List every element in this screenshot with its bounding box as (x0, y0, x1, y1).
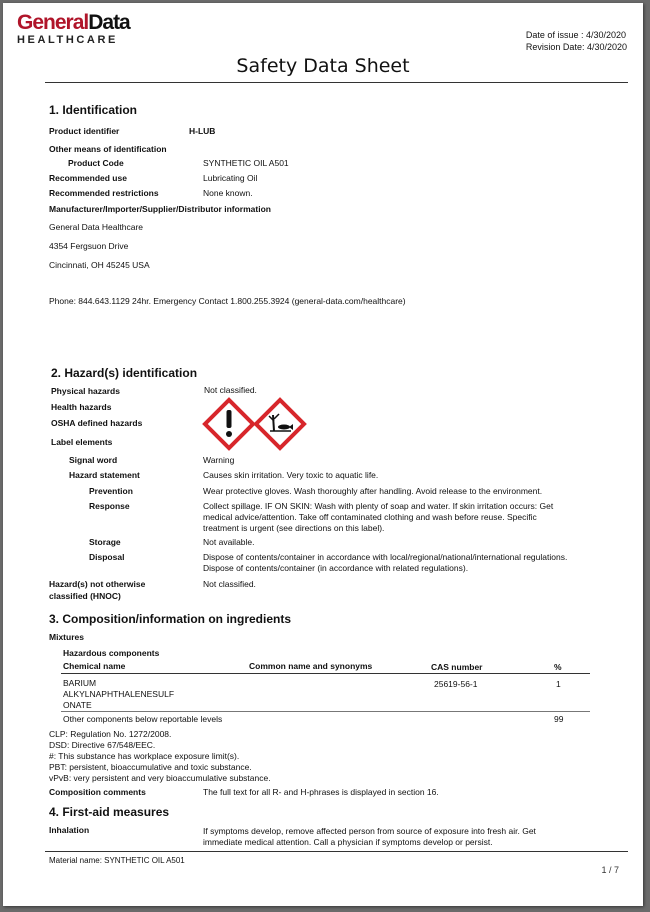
recommended-restrictions-value: None known. (203, 188, 253, 198)
response-label: Response (89, 501, 130, 511)
composition-comments-value: The full text for all R- and H-phrases is displayed in section 16. (203, 787, 439, 797)
company-city: Cincinnati, OH 45245 USA (49, 260, 150, 270)
disposal-line-1: Dispose of contents/container in accordance with local/regional/national/international regulations. (203, 552, 568, 562)
prevention-label: Prevention (89, 486, 133, 496)
product-code-value: SYNTHETIC OIL A501 (203, 158, 289, 168)
physical-hazards-label: Physical hazards (51, 386, 120, 396)
note-vpvb: vPvB: very persistent and very bioaccumulative substance. (49, 773, 271, 783)
issue-dates (526, 29, 627, 53)
product-identifier-value: H-LUB (189, 126, 216, 136)
section-2-heading: 2. Hazard(s) identification (51, 366, 198, 380)
column-percent: % (554, 662, 562, 672)
signal-word-label: Signal word (69, 455, 118, 465)
inhalation-line-1: If symptoms develop, remove affected person from source of exposure into fresh air. Get (203, 826, 536, 836)
product-identifier-label: Product identifier (49, 126, 120, 136)
health-hazards-label: Health hazards (51, 402, 112, 412)
storage-label: Storage (89, 537, 121, 547)
company-name: General Data Healthcare (49, 222, 144, 232)
manufacturer-label: Manufacturer/Importer/Supplier/Distributor information (49, 204, 271, 214)
hnoc-label-line-1: Hazard(s) not otherwise (49, 579, 146, 589)
hnoc-label-line-2: classified (HNOC) (49, 591, 121, 601)
other-components-label: Other components below reportable levels (63, 714, 223, 724)
footer-material-name: Material name: SYNTHETIC OIL A501 (49, 856, 185, 865)
recommended-restrictions-label: Recommended restrictions (49, 188, 159, 198)
column-cas-number: CAS number (431, 662, 483, 672)
recommended-use-value: Lubricating Oil (203, 173, 258, 183)
emergency-phone: Phone: 844.643.1129 24hr. Emergency Contact 1.800.255.3924 (general-data.com/healthcare) (49, 296, 406, 306)
revision-date: Revision Date: 4/30/2020 (525, 42, 627, 52)
company-logo (17, 12, 130, 46)
exclamation-mark-pictogram-icon (202, 397, 256, 451)
logo-subtitle: HEALTHCARE (17, 34, 118, 46)
table-row-divider (61, 711, 590, 712)
prevention-value: Wear protective gloves. Wash thoroughly after handling. Avoid release to the environment. (203, 486, 543, 496)
note-dsd: DSD: Directive 67/548/EEC. (49, 740, 156, 750)
note-pbt: PBT: persistent, bioaccumulative and toxic substance. (49, 762, 252, 772)
table-header-divider (61, 673, 590, 674)
other-means-label: Other means of identification (49, 144, 167, 154)
disposal-label: Disposal (89, 552, 125, 562)
logo-brand-a: General (17, 11, 89, 34)
response-line-1: Collect spillage. IF ON SKIN: Wash with plenty of soap and water. If skin irritation occurs: Get (203, 501, 554, 511)
product-code-label: Product Code (68, 158, 124, 168)
label-elements-label: Label elements (51, 437, 113, 447)
cas-number-value: 25619-56-1 (434, 679, 478, 689)
sds-page (3, 3, 643, 906)
hazardous-components-label: Hazardous components (63, 648, 160, 658)
section-1-heading: 1. Identification (49, 103, 138, 117)
response-line-3: treatment is urgent (see directions on this label). (203, 523, 385, 533)
other-components-percent: 99 (554, 714, 564, 724)
physical-hazards-value: Not classified. (204, 385, 257, 395)
environment-pictogram-icon (253, 397, 307, 451)
chemical-name-line-3: ONATE (63, 700, 92, 710)
title-divider (45, 82, 628, 83)
date-of-issue: Date of issue : 4/30/2020 (525, 30, 626, 40)
chemical-name-line-1: BARIUM (63, 678, 97, 688)
hazard-statement-value: Causes skin irritation. Very toxic to aquatic life. (203, 470, 379, 480)
recommended-use-label: Recommended use (49, 173, 127, 183)
column-chemical-name: Chemical name (63, 661, 126, 671)
signal-word-value: Warning (203, 455, 235, 465)
response-line-2: medical advice/attention. Take off contaminated clothing and wash before reuse. Specific (203, 512, 537, 522)
section-3-heading: 3. Composition/information on ingredients (49, 612, 291, 626)
note-exposure: #: This substance has workplace exposure limit(s). (49, 751, 240, 761)
composition-comments-label: Composition comments (49, 787, 146, 797)
inhalation-line-2: immediate medical attention. Call a physician if symptoms develop or persist. (203, 837, 493, 847)
company-street: 4354 Fergsuon Drive (49, 241, 129, 251)
hnoc-value: Not classified. (203, 579, 256, 589)
inhalation-label: Inhalation (49, 825, 90, 835)
osha-hazards-label: OSHA defined hazards (51, 418, 143, 428)
hazard-statement-label: Hazard statement (69, 470, 140, 480)
column-common-name: Common name and synonyms (249, 661, 373, 671)
page-number: 1 / 7 (601, 865, 619, 875)
mixtures-label: Mixtures (49, 632, 84, 642)
percent-value: 1 (556, 679, 561, 689)
section-4-heading: 4. First-aid measures (49, 805, 170, 819)
page-title: Safety Data Sheet (236, 55, 410, 77)
note-clp: CLP: Regulation No. 1272/2008. (49, 729, 172, 739)
footer-divider (45, 851, 628, 852)
chemical-name-line-2: ALKYLNAPHTHALENESULF (63, 689, 175, 699)
logo-brand-b: Data (88, 11, 130, 34)
disposal-line-2: Dispose of contents/container (in accordance with related regulations). (203, 563, 469, 573)
storage-value: Not available. (203, 537, 255, 547)
